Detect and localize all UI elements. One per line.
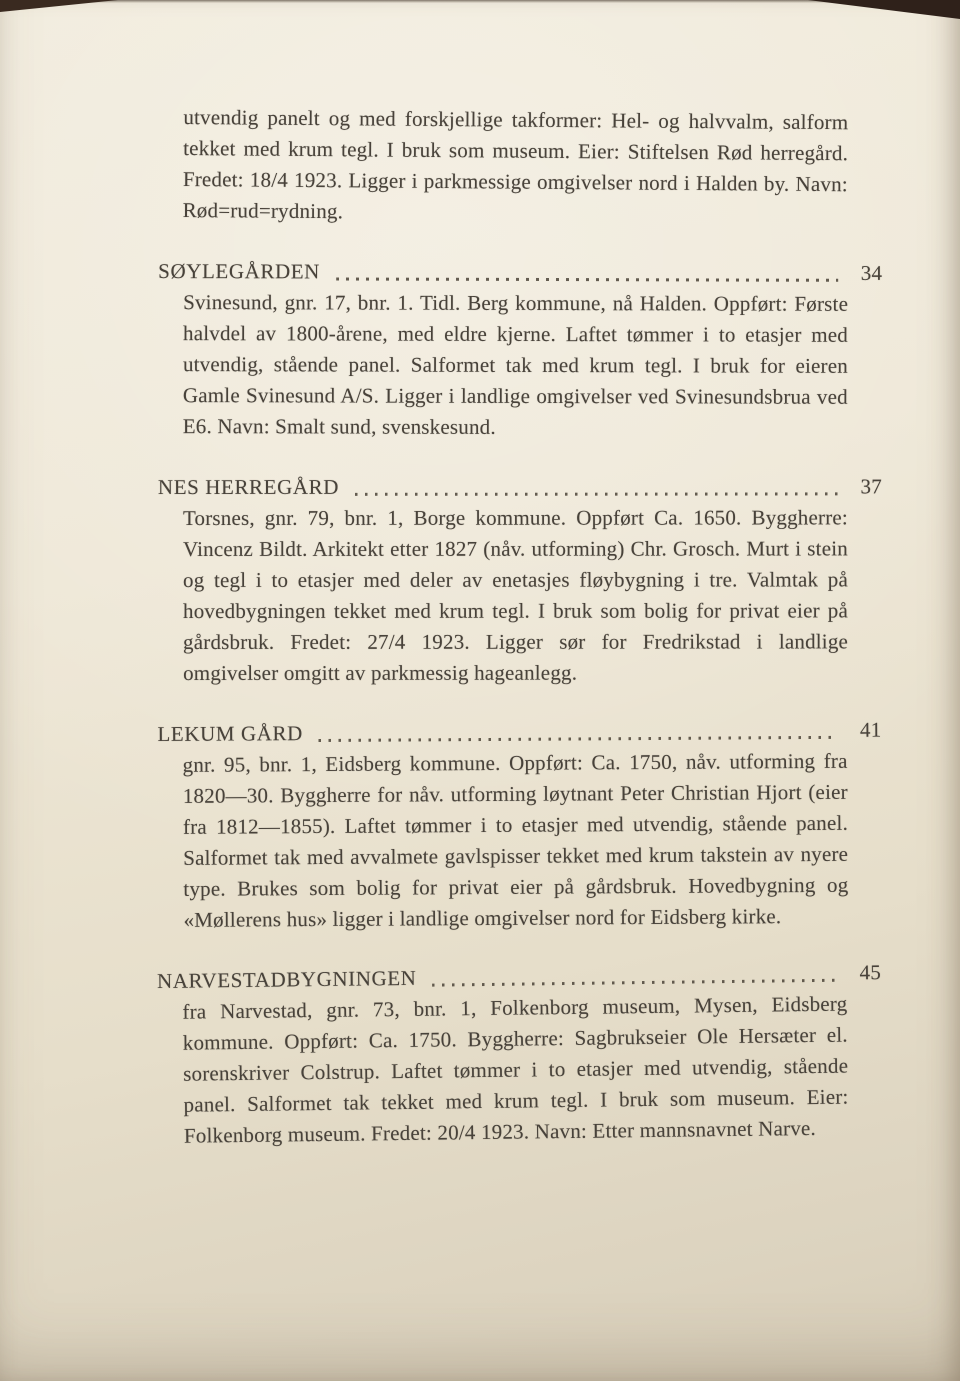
- entry-description: Svinesund, gnr. 17, bnr. 1. Tidl. Berg kommune, nå Halden. Oppført: Første halvdel av 1800-årene, med eldre kjerne. Laftet tømmer i to etasjer med utvendig, stående panel. Salformet tak med krum tegl. I bruk for eieren Gamle Svinesund A/S. Ligger i landlige omgivelser ved Svinesundsbrua ved E6. Navn: Smalt sund, svenskesund.: [182, 290, 849, 439]
- toc-entry-narvestadbygningen: [157, 957, 883, 1152]
- entry-title: LEKUM GÅRD: [157, 721, 303, 747]
- dotted-leader: [355, 492, 838, 495]
- entry-heading: [158, 256, 882, 289]
- entry-page-number: 37: [860, 474, 882, 499]
- entry-title: NES HERREGÅRD: [157, 474, 339, 500]
- entry-description: Torsnes, gnr. 79, bnr. 1, Borge kommune. Oppført Ca. 1650. Byggherre: Vincenz Bildt. Arkitekt etter 1827 (nåv. utforming) Chr. Grosch. Murt i stein og tegl i to etasjer med deler av enetasjes fløybygning i tre. Valmtak på hovedbygningen tekket med krum tegl. I bruk som bolig for privat eier på gårdsbruk. Fredet: 27/4 1923. Ligger sør for Fredrikstad i landlige omgivelser omgitt av parkmessig hageanlegg.: [182, 505, 849, 685]
- continuation-paragraph: utvendig panelt og med forskjellige takformer: Hel- og halvvalm, salform tekket med krum tegl. I bruk som museum. Eier: Stiftelsen Rød herregård. Fredet: 18/4 1923. Ligger i parkmessige omgivelser nord i Halden by. Navn: Rød=rud=rydning.: [182, 105, 849, 224]
- entry-title: SØYLEGÅRDEN: [158, 259, 321, 284]
- entry-heading: [157, 715, 881, 750]
- entry-heading: [158, 471, 882, 503]
- dotted-leader: [319, 736, 838, 742]
- dotted-leader: [336, 277, 838, 281]
- entry-page-number: 45: [859, 960, 882, 985]
- toc-entry-soylegarden: [158, 256, 882, 444]
- entry-description: gnr. 95, bnr. 1, Eidsberg kommune. Oppført: Ca. 1750, nåv. utforming fra 1820—30. Byggherre for nåv. utforming løytnant Peter Christian Hjort (eier fra 1812—1855). Laftet tømmer i to etasjer med utvendig, stående panel. Salformet tak med avvalmete gavlspisser tekket med krum takstein av nyere type. Brukes som bolig for privat eier på gårdsbruk. Hovedbygning og «Møllerens hus» ligger i landlige omgivelser nord for Eidsberg kirke.: [182, 748, 849, 932]
- toc-entry-lekum-gard: [157, 715, 882, 936]
- toc-entry-nes-herregard: [158, 471, 882, 689]
- entry-title: NARVESTADBYGNINGEN: [156, 965, 417, 994]
- entry-description: fra Narvestad, gnr. 73, bnr. 1, Folkenborg museum, Mysen, Eidsberg kommune. Oppført: Ca. 1750. Byggherre: Sagbrukseier Ole Hersæter el. sorenskriver Colstrup. Laftet tømmer i to etasjer med utvendig, stående panel. Salformet tak tekket med krum tegl. I bruk som museum. Eier: Folkenborg museum. Fredet: 20/4 1923. Navn: Etter mannsnavnet Narve.: [182, 991, 849, 1148]
- entry-page-number: 34: [860, 260, 883, 285]
- entry-page-number: 41: [859, 717, 882, 742]
- dotted-leader: [433, 979, 838, 987]
- page-content: [158, 102, 882, 1152]
